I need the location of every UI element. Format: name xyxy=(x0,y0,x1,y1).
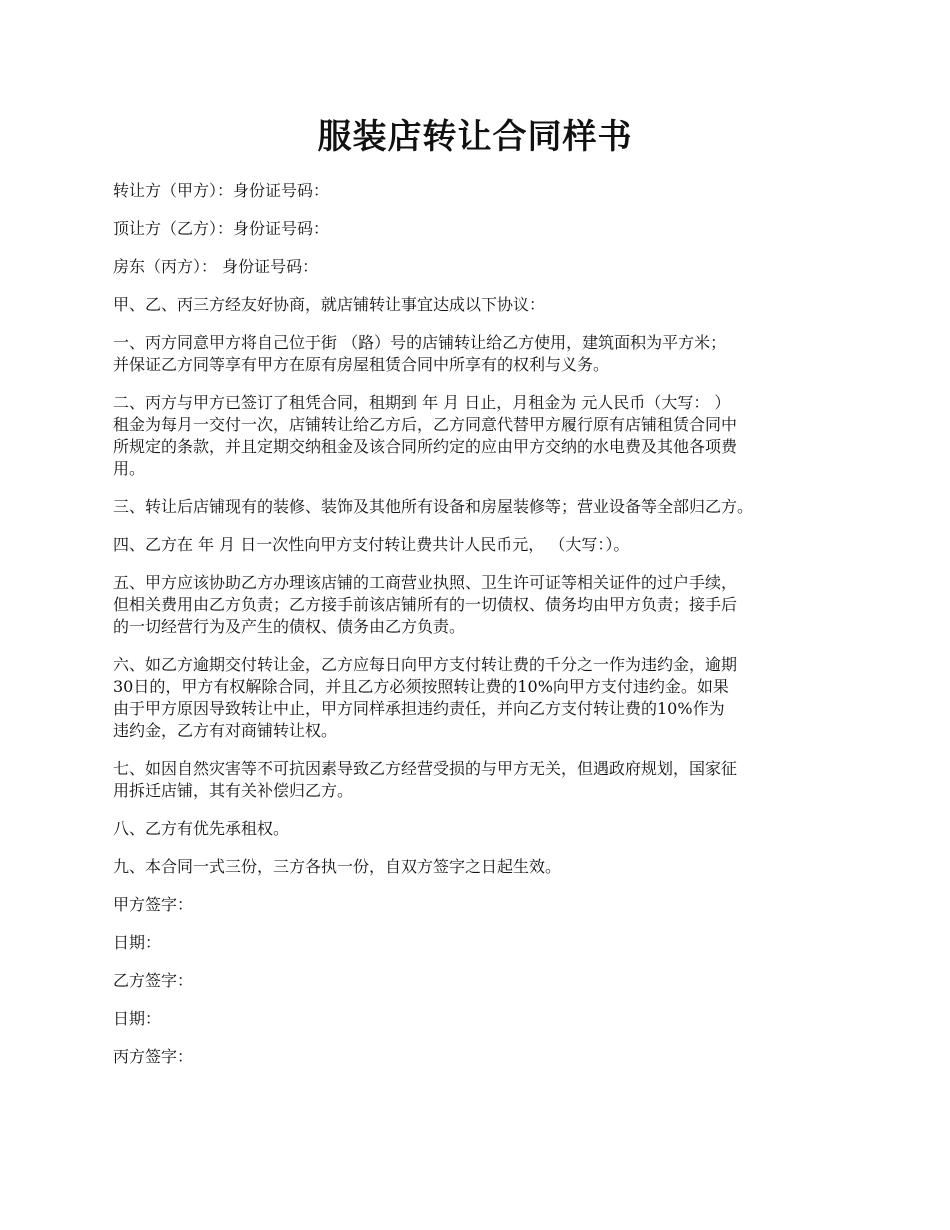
landlord-signature xyxy=(113,1046,853,1068)
party-b-signature xyxy=(113,970,853,992)
text-line: 七、如因自然灾害等不可抗因素导致乙方经营受损的与甲方无关，但遇政府规划，国家征 xyxy=(113,759,738,778)
text-line: 日期： xyxy=(113,933,162,952)
text-line: 用拆迁店铺，其有关补偿归乙方。 xyxy=(113,781,354,800)
party-a-date xyxy=(113,932,853,954)
text-line: 六、如乙方逾期交付转让金，乙方应每日向甲方支付转让费的千分之一作为违约金，逾期 xyxy=(113,655,738,674)
text-line: 租金为每月一交付一次，店铺转让给乙方后，乙方同意代替甲方履行原有店铺租赁合同中 xyxy=(113,415,738,434)
text-line: 转让方（甲方）：身份证号码： xyxy=(113,181,330,200)
party-a-signature xyxy=(113,894,853,916)
text-line: 甲方签字： xyxy=(113,895,194,914)
document-body xyxy=(113,180,853,1084)
party-a-line xyxy=(113,180,853,202)
text-line: 四、乙方在 年 月 日一次性向甲方支付转让费共计人民币元， （大写：）。 xyxy=(113,535,630,554)
text-line: 乙方签字： xyxy=(113,971,194,990)
text-line: 一、丙方同意甲方将自己位于街 （路）号的店铺转让给乙方使用，建筑面积为平方米； xyxy=(113,333,727,352)
clause-3 xyxy=(113,496,853,518)
clause-9 xyxy=(113,856,853,878)
text-line: 二、丙方与甲方已签订了租凭合同，租期到 年 月 日止，月租金为 元人民币（大写： ） xyxy=(113,393,731,412)
text-line: 丙方签字： xyxy=(113,1047,194,1066)
clause-8 xyxy=(113,818,853,840)
document-title: 服装店转让合同样书 xyxy=(317,117,633,157)
text-line: 九、本合同一式三份，三方各执一份，自双方签字之日起生效。 xyxy=(113,857,562,876)
text-line: 顶让方（乙方）：身份证号码： xyxy=(113,219,330,238)
clause-5 xyxy=(113,572,853,638)
clause-1 xyxy=(113,332,853,376)
clause-6 xyxy=(113,654,853,742)
text-line: 用。 xyxy=(113,459,146,478)
text-line: 五、甲方应该协助乙方办理该店铺的工商营业执照、卫生许可证等相关证件的过户手续， xyxy=(113,573,738,592)
text-line: 违约金，乙方有对商铺转让权。 xyxy=(113,721,338,740)
text-line: 所规定的条款，并且定期交纳租金及该合同所约定的应由甲方交纳的水电费及其他各项费 xyxy=(113,437,738,456)
text-line: 八、乙方有优先承租权。 xyxy=(113,819,290,838)
party-b-date xyxy=(113,1008,853,1030)
agreement-intro xyxy=(113,294,853,316)
text-line: 甲、乙、丙三方经友好协商，就店铺转让事宜达成以下协议： xyxy=(113,295,546,314)
landlord-line xyxy=(113,256,853,278)
text-line: 三、转让后店铺现有的装修、装饰及其他所有设备和房屋装修等；营业设备等全部归乙方。 xyxy=(113,497,754,516)
text-line: 房东（丙方）： 身份证号码： xyxy=(113,257,319,276)
text-line: 但相关费用由乙方负责；乙方接手前该店铺所有的一切债权、债务均由甲方负责；接手后 xyxy=(113,595,738,614)
text-line: 日期： xyxy=(113,1009,162,1028)
text-line: 的一切经营行为及产生的债权、债务由乙方负责。 xyxy=(113,617,466,636)
text-line: 由于甲方原因导致转让中止，甲方同样承担违约责任，并向乙方支付转让费的10%作为 xyxy=(113,699,725,718)
text-line: 30日的，甲方有权解除合同，并且乙方必须按照转让费的10%向甲方支付违约金。如果 xyxy=(113,677,729,696)
clause-7 xyxy=(113,758,853,802)
clause-4 xyxy=(113,534,853,556)
party-b-line xyxy=(113,218,853,240)
clause-2 xyxy=(113,392,853,480)
text-line: 并保证乙方同等享有甲方在原有房屋租赁合同中所享有的权利与义务。 xyxy=(113,355,610,374)
